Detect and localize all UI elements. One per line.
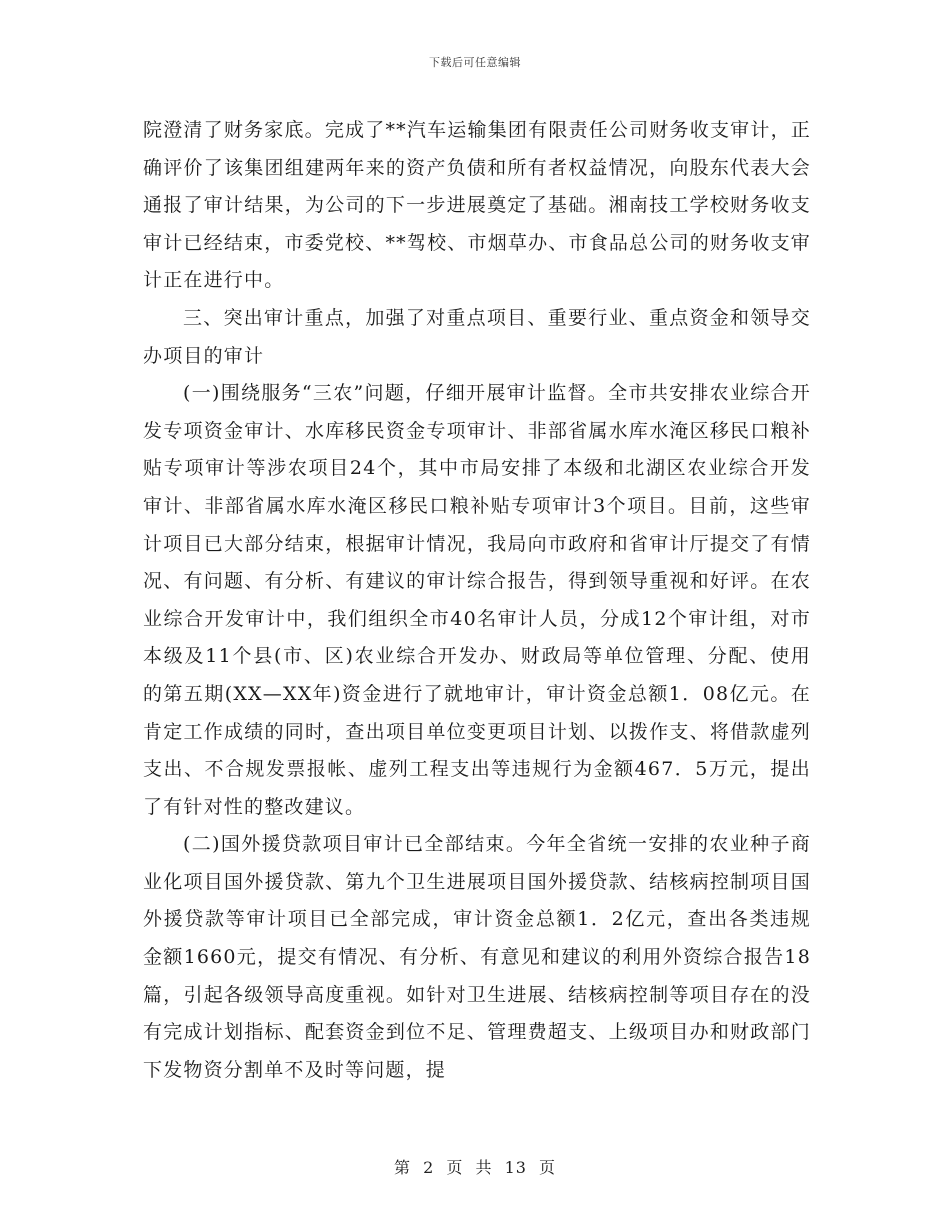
footer-prefix: 第 <box>393 1158 411 1177</box>
footer-total-word: 共 <box>475 1158 493 1177</box>
footer-total-pages: 13 <box>504 1158 527 1177</box>
page-header-note: 下载后可任意编辑 <box>429 56 521 69</box>
document-body <box>143 112 811 1089</box>
paragraph-foreign-loan-audit: (二)国外援贷款项目审计已全部结束。今年全省统一安排的农业种子商业化项目国外援贷款、第九个卫生进展项目国外援贷款、结核病控制项目国外援贷款等审计项目已全部完成，审计资金总额1．2亿元，查出各类违规金额1660元，提交有情况、有分析、有意见和建议的利用外资综合报告18篇，引起各级领导高度重视。如针对卫生进展、结核病控制等项目存在的没有完成计划指标、配套资金到位不足、管理费超支、上级项目办和财政部门下发物资分割单不及时等问题，提 <box>143 833 811 1081</box>
page-footer <box>0 1155 950 1178</box>
paragraph-agriculture-audit: (一)围绕服务“三农”问题，仔细开展审计监督。全市共安排农业综合开发专项资金审计、水库移民资金专项审计、非部省属水库水淹区移民口粮补贴专项审计等涉农项目24个，其中市局安排了本级和北湖区农业综合开发审计、非部省属水库水淹区移民口粮补贴专项审计3个项目。目前，这些审计项目已大部分结束，根据审计情况，我局向市政府和省审计厅提交了有情况、有问题、有分析、有建议的审计综合报告，得到领导重视和好评。在农业综合开发审计中，我们组织全市40名审计人员，分成12个审计组，对市本级及11个县(市、区)农业综合开发办、财政局等单位管理、分配、使用的第五期(XX—XX年)资金进行了就地审计，审计资金总额1．08亿元。在肯定工作成绩的同时，查出项目单位变更项目计划、以拨作支、将借款虚列支出、不合规发票报帐、虚列工程支出等违规行为金额467．5万元，提出了有针对性的整改建议。 <box>143 382 811 818</box>
paragraph-continuation: 院澄清了财务家底。完成了**汽车运输集团有限责任公司财务收支审计，正确评价了该集团组建两年来的资产负债和所有者权益情况，向股东代表大会通报了审计结果，为公司的下一步进展奠定了基础。湘南技工学校财务收支审计已经结束，市委党校、**驾校、市烟草办、市食品总公司的财务收支审计正在进行中。 <box>143 119 811 292</box>
section-heading-three: 三、突出审计重点，加强了对重点项目、重要行业、重点资金和领导交办项目的审计 <box>143 306 811 367</box>
footer-page-word: 页 <box>446 1158 464 1177</box>
footer-suffix: 页 <box>539 1158 557 1177</box>
footer-current-page: 2 <box>423 1158 435 1177</box>
